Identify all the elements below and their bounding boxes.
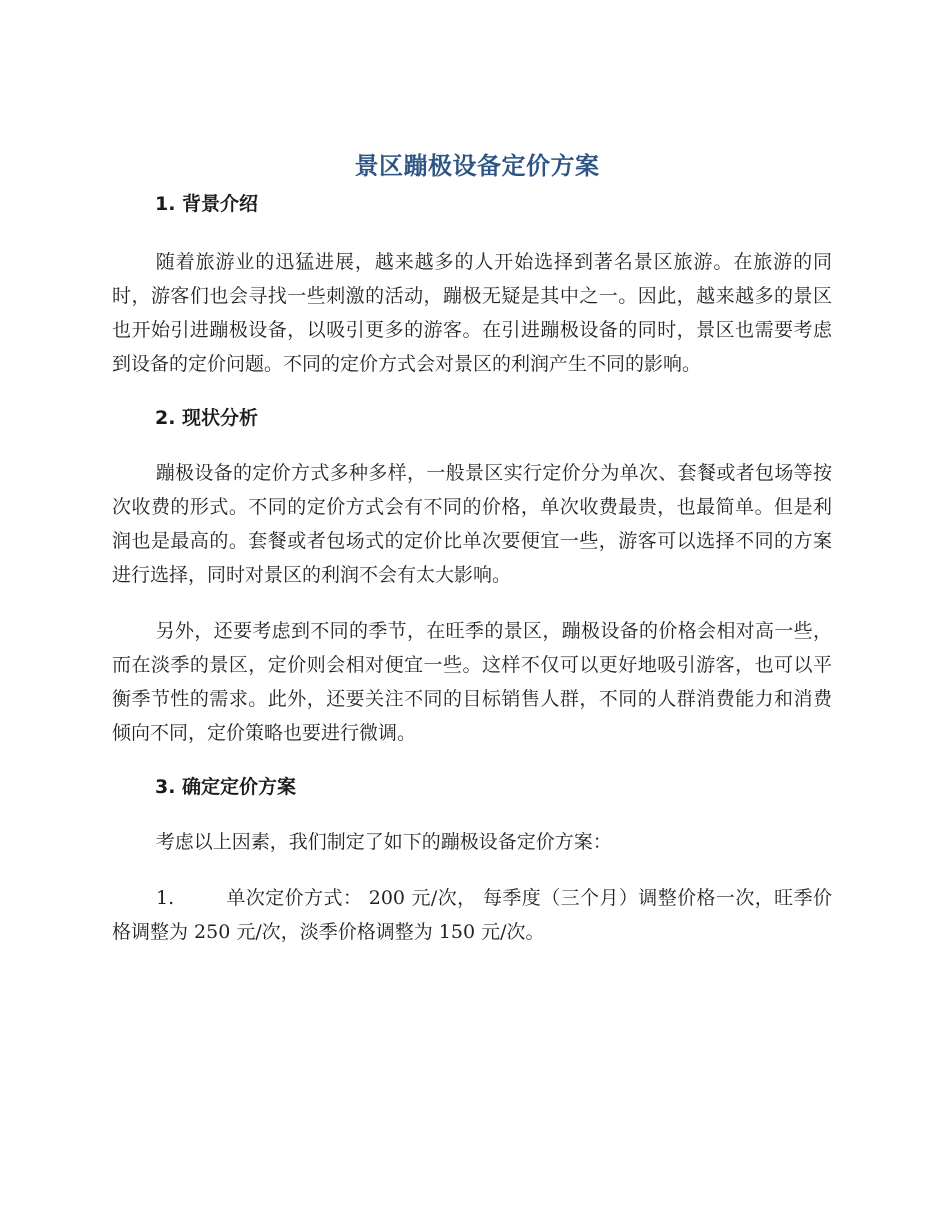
paragraph: 随着旅游业的迅猛进展，越来越多的人开始选择到著名景区旅游。在旅游的同时，游客们也会寻找一些刺激的活动，蹦极无疑是其中之一。因此，越来越多的景区也开始引进蹦极设备，以吸引更多的游客。在引进蹦极设备的同时，景区也需要考虑到设备的定价问题。不同的定价方式会对景区的利润产生不同的影响。 bbox=[112, 251, 832, 375]
paragraph: 蹦极设备的定价方式多种多样，一般景区实行定价分为单次、套餐或者包场等按次收费的形式。不同的定价方式会有不同的价格，单次收费最贵，也最简单。但是利润也是最高的。套餐或者包场式的定价比单次要便宜一些，游客可以选择不同的方案进行选择，同时对景区的利润不会有太大影响。 bbox=[112, 462, 832, 586]
document-title: 景区蹦极设备定价方案 bbox=[354, 152, 600, 180]
section-status-analysis bbox=[112, 404, 832, 750]
list-item bbox=[112, 881, 832, 949]
section-heading: 2. 现状分析 bbox=[155, 407, 259, 429]
list-item-number: 1. bbox=[156, 887, 175, 909]
section-background bbox=[112, 190, 832, 381]
section-pricing-plan bbox=[112, 773, 832, 949]
paragraph: 考虑以上因素，我们制定了如下的蹦极设备定价方案： bbox=[155, 831, 612, 853]
paragraph: 另外，还要考虑到不同的季节，在旺季的景区，蹦极设备的价格会相对高一些，而在淡季的景区，定价则会相对便宜一些。这样不仅可以更好地吸引游客，也可以平衡季节性的需求。此外，还要关注不同的目标销售人群，不同的人群消费能力和消费倾向不同，定价策略也要进行微调。 bbox=[112, 620, 832, 744]
list-item-text: 单次定价方式： 200 元/次， 每季度（三个月）调整价格一次，旺季价格调整为 250 元/次，淡季价格调整为 150 元/次。 bbox=[112, 887, 832, 943]
section-heading: 3. 确定定价方案 bbox=[155, 776, 297, 798]
section-heading: 1. 背景介绍 bbox=[155, 193, 259, 215]
